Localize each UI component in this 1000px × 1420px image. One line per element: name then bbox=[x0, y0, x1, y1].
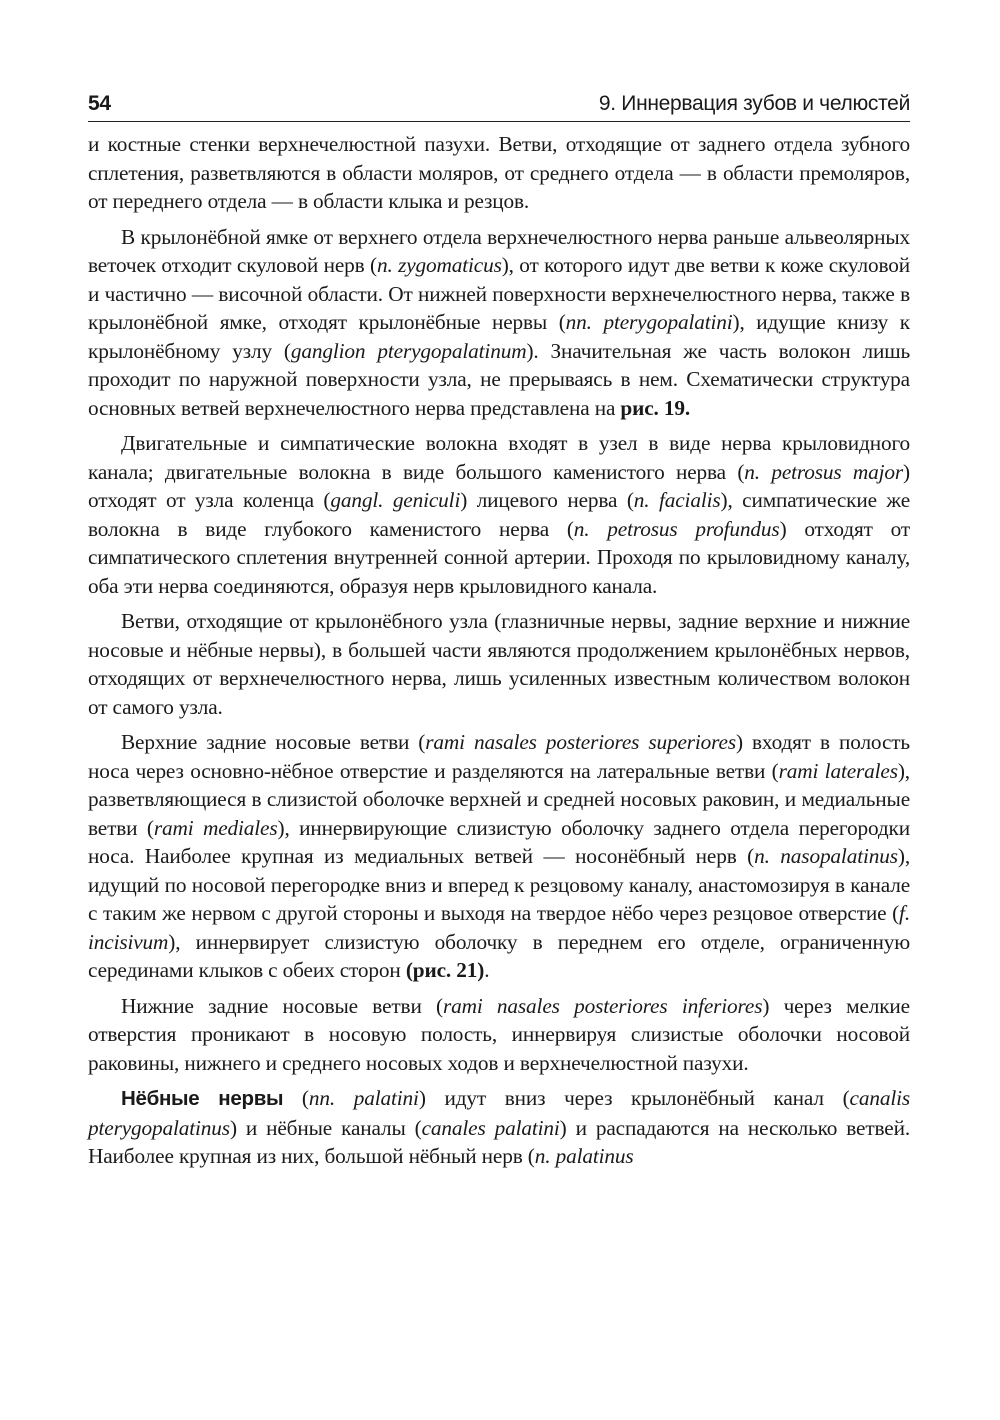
header-rule bbox=[88, 121, 910, 122]
figure-reference: рис. 19. bbox=[620, 395, 691, 420]
text-run: ) входят в полость носа через основно-нёбное отверстие и разделяются на латеральные ветви ( bbox=[88, 730, 910, 783]
text-run: ), разветвляющиеся в слизистой оболочке верхней и средней носовых раковин, и медиальные ветви ( bbox=[88, 758, 910, 840]
text-run: ), симпатические же волокна в виде глубокого каменистого нерва ( bbox=[88, 488, 910, 541]
latin-term: canales palatini bbox=[421, 1115, 560, 1140]
paragraph bbox=[88, 992, 910, 1078]
book-page bbox=[88, 82, 910, 1171]
latin-term: gangl. geniculi bbox=[330, 488, 461, 512]
text-run: ( bbox=[283, 1086, 309, 1110]
chapter-title: 9. Иннервация зубов и челюстей bbox=[598, 92, 910, 115]
paragraph bbox=[88, 223, 910, 423]
text-run: Нижние задние носовые ветви ( bbox=[121, 993, 443, 1018]
text-run: и костные стенки верхнечелюстной пазухи. Ветви, отходящие от заднего отдела зубного сплетения, разветвляются в области моляров, от среднего отдела — в области премоляров, от переднего отдела — в области клыка и резцов. bbox=[88, 132, 910, 213]
paragraph bbox=[88, 607, 910, 721]
text-run: ) отходят от узла коленца ( bbox=[88, 459, 910, 512]
paragraph bbox=[88, 429, 910, 600]
text-run: ), идущий по носовой перегородке вниз и вперед к резцовому каналу, анастомозируя в канале с таким же нервом с другой стороны и выходя на твердое нёбо через резцовое отверстие ( bbox=[88, 844, 910, 925]
latin-term: n. facialis bbox=[633, 488, 721, 512]
latin-term: rami nasales posteriores inferiores bbox=[442, 993, 763, 1018]
latin-term: canalis pterygopalatinus bbox=[88, 1086, 910, 1140]
text-run: . bbox=[484, 958, 490, 982]
text-run: ). Значительная же часть волокон лишь проходит по наружной поверхности узла, не прерываясь в нем. Схематически структура основных ветвей верхнечелюстного нерва представлена на bbox=[88, 338, 911, 420]
text-run: ), от которого идут две ветви к коже скуловой и частично — височной области. От нижней поверхности верхнечелюстного нерва, также в крылонёбной ямке, отходят крылонёбные нервы ( bbox=[88, 253, 910, 334]
latin-term: rami nasales posteriores superiores bbox=[425, 730, 736, 754]
latin-term: n. nasopalatinus bbox=[754, 844, 898, 868]
latin-term: nn. pterygopalatini bbox=[565, 310, 733, 334]
latin-term: rami laterales bbox=[778, 758, 898, 783]
text-run: ), идущие книзу к крылонёбному узлу ( bbox=[88, 310, 910, 363]
text-run: Двигательные и симпатические волокна входят в узел в виде нерва крыловидного канала; двигательные волокна в виде большого каменистого нерва ( bbox=[88, 431, 910, 484]
text-run: Ветви, отходящие от крылонёбного узла (глазничные нервы, задние верхние и нижние носовые и нёбные нервы), в большей части являются продолжением крылонёбных нервов, отходящих от верхнечелюстного нерва, лишь усиленных известным количеством волокон от самого узла. bbox=[88, 609, 910, 719]
latin-term: nn. palatini bbox=[308, 1086, 419, 1110]
paragraph bbox=[88, 728, 910, 985]
latin-term: n. petrosus major bbox=[744, 459, 904, 484]
latin-term: ganglion pterygopalatinum bbox=[290, 338, 527, 363]
latin-term: n. palatinus bbox=[534, 1144, 634, 1168]
latin-term: rami mediales bbox=[153, 815, 278, 840]
text-run: Верхние задние носовые ветви ( bbox=[121, 730, 426, 754]
paragraph bbox=[88, 1084, 910, 1171]
text-run: ) лицевого нерва ( bbox=[460, 488, 634, 512]
text-run: ) и нёбные каналы ( bbox=[229, 1115, 422, 1140]
text-run: ) идут вниз через крылонёбный канал ( bbox=[418, 1086, 850, 1110]
latin-term: n. petrosus profundus bbox=[573, 516, 780, 541]
run-in-heading: Нёбные нервы bbox=[121, 1087, 284, 1110]
text-run: ) через мелкие отверстия проникают в носовую полость, иннервируя слизистые оболочки носовой раковины, нижнего и среднего носовых ходов и верхнечелюстной пазухи. bbox=[88, 993, 910, 1075]
text-run: ), иннервирует слизистую оболочку в переднем его отделе, ограниченную серединами клыков с обеих сторон bbox=[88, 929, 910, 982]
text-run: ) и распадаются на несколько ветвей. Наиболее крупная из них, большой нёбный нерв ( bbox=[88, 1115, 911, 1168]
body-text bbox=[88, 130, 910, 1171]
figure-reference: (рис. 21) bbox=[405, 958, 485, 982]
text-run: ) отходят от симпатического сплетения внутренней сонной артерии. Проходя по крыловидному каналу, оба эти нерва соединяются, образуя нерв крыловидного канала. bbox=[88, 516, 910, 598]
text-run: ), иннервирующие слизистую оболочку заднего отдела перегородки носа. Наиболее крупная из медиальных ветвей — носонёбный нерв ( bbox=[88, 815, 911, 868]
paragraph bbox=[88, 130, 910, 216]
page-number: 54 bbox=[88, 92, 111, 115]
latin-term: n. zygomaticus bbox=[376, 253, 502, 277]
text-run: В крылонёбной ямке от верхнего отдела верхнечелюстного нерва раньше альвеолярных веточек отходит скуловой нерв ( bbox=[88, 224, 910, 277]
running-header bbox=[88, 82, 910, 116]
latin-term: f. incisivum bbox=[88, 901, 910, 954]
